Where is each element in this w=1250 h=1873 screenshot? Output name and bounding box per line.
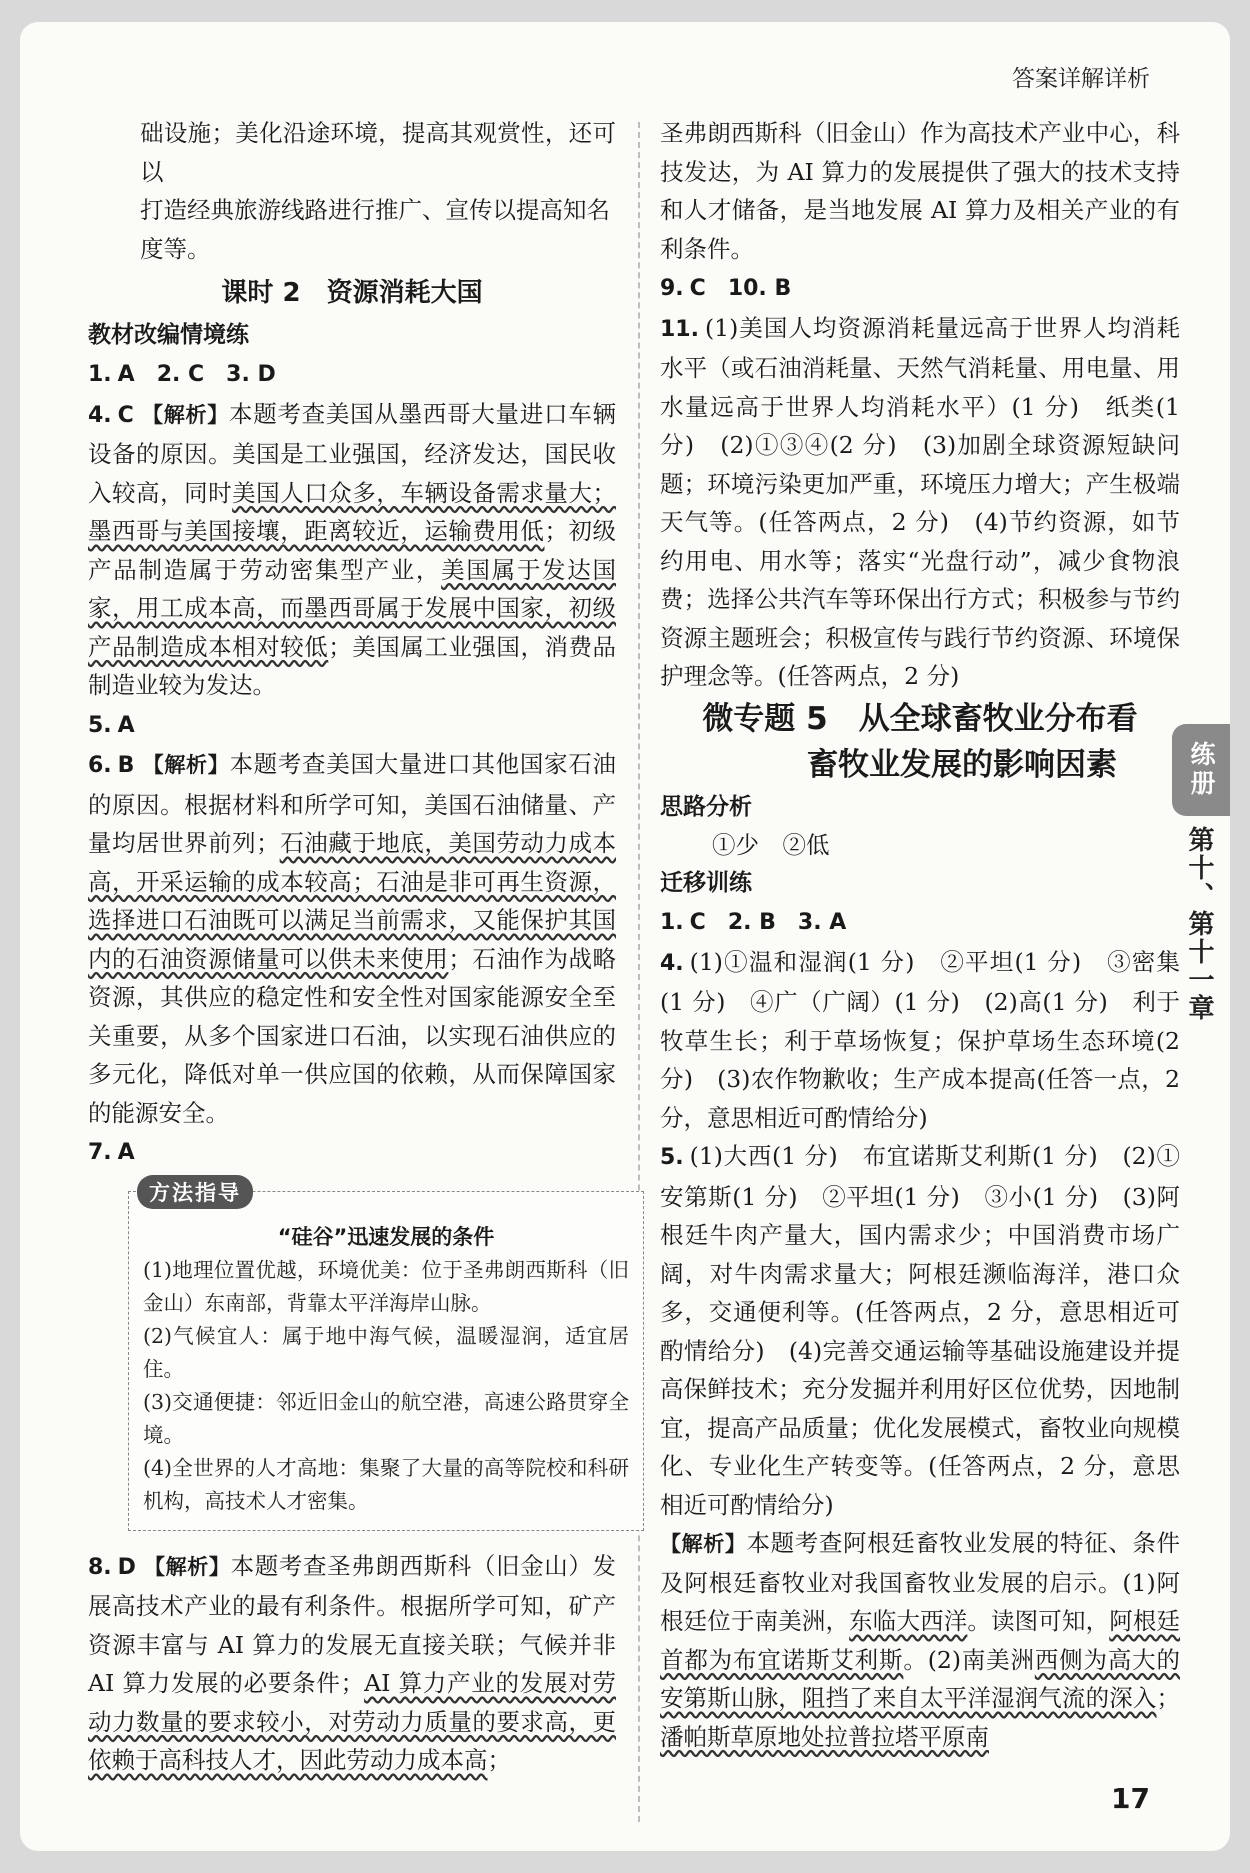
question-number: 6. [88,753,112,778]
question-number: 11. [660,316,699,342]
transfer-question-4 [660,943,1180,1138]
key-point: 石油藏于地底，美国劳动力成本高，开采运输的成本较高；石油是非可再生资源，选择进口石油既可以满足当前需求，又能保护其国内的石油资源储量可以供未来使用 [88,829,617,973]
answer-text: (1)美国人均资源消耗量远高于世界人均消耗水平（或石油消耗量、天然气消耗量、用电量、用水量远高于世界人均消耗水平）(1 分) 纸类(1 分) (2)①③④(2 分) (3)加剧全球资源短缺问题；环境污染更加严重，环境压力增大；产生极端天气等。(任答两点，2 分) (4)节约资源，如节约用电、用水等；落实“光盘行动”，减少食物浪费；选择公共汽车等环保出行方式；积极参与节约资源主题班会；积极宣传与践行节约资源、环境保护理念等。(任答两点，2 分) [660,313,1180,690]
topic-subtitle: 畜牧业发展的影响因素 [807,746,1117,783]
question-number: 4. [88,402,112,428]
key-point: 潘帕斯草原地处拉普拉塔平原南 [660,1722,989,1751]
analysis-text: 本题考查阿根廷畜牧业发展的特征、条件及阿根廷畜牧业对我国畜牧业发展的启示。(1)阿根廷位于南美洲， [660,1529,1181,1635]
left-column [88,114,629,1780]
question-7 [88,1132,616,1173]
analysis-text: 本题考查圣弗朗西斯科（旧金山）发展高技术产业的最有利条件。根据所学可知，矿产资源丰富与 AI 算力的发展无直接关联；气候并非 AI 算力发展的必要条件； [88,1551,616,1697]
section-transfer-title: 迁移训练 [660,870,752,896]
right-column [660,114,1180,1756]
topic-title: 微专题 5 从全球畜牧业分布看 [702,700,1138,737]
analysis-text: ；美国属工业强国，消费品制造业较为发达。 [88,632,617,699]
analysis-text: 本题考查美国从墨西哥大量进口车辆设备的原因。美国是工业强国，经济发达，国民收入较高，同时 [88,399,616,507]
answer-letter: B [117,753,135,778]
analysis-tag: 【解析】 [142,753,230,777]
question-4 [88,395,616,705]
answer-page [20,22,1230,1851]
analysis-text: 本题考查美国大量进口其他国家石油的原因。根据材料和所学可知，美国石油储量、产量均居世界前列； [88,750,616,857]
analysis-text: ；初级产品制造属于劳动密集型产业， [88,517,617,584]
column-divider [638,122,640,1822]
method-guide-item: (4)全世界的人才高地：集聚了大量的高等院校和科研机构，高技术人才密集。 [143,1455,629,1513]
method-guide-item: (3)交通便捷：邻近旧金山的航空港，高速公路贯穿全境。 [143,1389,629,1447]
analysis-tag: 【解析】 [660,1532,747,1556]
key-point: 阿根廷首都为布宜诺斯艾利斯 [660,1607,1181,1674]
analysis-tag: 【解析】 [142,402,229,427]
section-analysis-title: 思路分析 [660,793,752,820]
question-number: 8. [88,1554,112,1580]
answer-letter: C [117,402,134,428]
answer-text: (1)①温和湿润(1 分) ②平坦(1 分) ③密集(1 分) ④广（广阔）(1 分) (2)高(1 分) 利于牧草生长；利于草场恢复；保护草场生态环境(2 分) (3)农作物歉收；生产成本提高(任答一点，2 分，意思相近可酌情给分) [660,947,1180,1132]
analysis-tag: 【解析】 [144,1554,231,1579]
section-title: 教材改编情境练 [88,322,249,348]
question-number: 1. [660,910,684,935]
question-number: 5. [660,1145,684,1170]
transfer-question-5 [660,1137,1180,1524]
intro-paragraph [88,114,616,268]
question-number: 7. [88,1140,112,1165]
answer-text: (1)大西(1 分) 布宜诺斯艾利斯(1 分) (2)①安第斯(1 分) ②平坦(1 分) ③小(1 分) (3)阿根廷牛肉产量大，国内需求少；中国消费市场广阔，对牛肉需求量大；阿根廷濒临海洋，港口众多，交通便利等。(任答两点，2 分，意思相近可酌情给分) (4)完善交通运输等基础设施建设并提高保鲜技术；充分发掘并利用好区位优势，因地制宜，提高产品质量；优化发展模式，畜牧业向规模化、专业化生产转变等。(任答两点，2 分，意思相近可酌情给分) [660,1142,1180,1519]
analysis-text: ； [1156,1684,1180,1712]
question-number: 1. [88,362,112,387]
analysis-text: ；石油作为战略资源，其供应的稳定性和安全性对国家能源安全至关重要，从多个国家进口石油，以实现石油供应的多元化，降低对单一供应国的依赖，从而保障国家的能源安全。 [88,944,617,1127]
method-guide-title: “硅谷”迅速发展的条件 [277,1224,495,1249]
key-point: 东临大西洋 [849,1607,968,1635]
question-number: 4. [660,950,684,976]
answer-text: C 10. B [689,276,792,301]
analysis-answer: ①少 ②低 [712,830,830,859]
question-5 [88,705,616,746]
key-point: 美国属于发达国家，用工成本高，而墨西哥属于发展中国家，初级产品制造成本相对较低 [88,555,617,661]
key-point: 美国人口众多，车辆设备需求量大；墨西哥与美国接壤，距离较近，运输费用低 [88,478,617,545]
lesson-title: 课时 2 资源消耗大国 [221,278,483,308]
side-chapter-label: 第十、第十一章 [1184,826,1214,1022]
header-title: 答案详解详析 [1012,66,1150,92]
answer-text: A 2. C 3. D [117,362,276,387]
intro-line: 打造经典旅游线路进行推广、宣传以提高知名 [140,196,610,224]
key-point: AI 算力产业的发展对劳动力数量的要求较小，对劳动力质量的要求高，更依赖于高科技人才，因此劳动力成本高 [88,1669,616,1774]
question-8 [88,1547,616,1780]
analysis-text: ； [487,1746,511,1774]
answer-letter: A [117,1140,135,1165]
intro-line: 度等。 [140,234,211,263]
answer-letter: D [117,1554,136,1580]
method-guide-box [128,1180,644,1531]
side-tab-workbook: 练册 [1172,724,1230,816]
question-number: 5. [88,712,112,738]
intro-line: 础设施；美化沿途环境，提高其观赏性，还可以 [140,119,616,186]
question-9-10 [660,268,1180,309]
analysis-text: 。读图可知， [967,1607,1110,1635]
question-number: 9. [660,276,684,301]
question-8-continued: 圣弗朗西斯科（旧金山）作为高技术产业中心，科技发达，为 AI 算力的发展提供了强大的技术支持和人才储备，是当地发展 AI 算力及相关产业的有利条件。 [660,119,1180,263]
method-guide-item: (1)地理位置优越，环境优美：位于圣弗朗西斯科（旧金山）东南部，背靠太平洋海岸山脉。 [143,1257,629,1315]
question-6 [88,745,616,1132]
analysis-text: 。(2)南美洲 [903,1645,1035,1674]
key-point: 西侧为高大的安第斯山脉，阻挡了来自太平洋湿润气流的深入 [660,1645,1181,1712]
method-guide-tag: 方法指导 [137,1175,253,1209]
answer-letter: A [117,712,135,738]
transfer-question-5-analysis [660,1524,1180,1756]
question-1-3 [88,354,616,395]
transfer-question-1-3 [660,902,1180,943]
page-number: 17 [1111,1782,1150,1815]
method-guide-item: (2)气候宜人：属于地中海气候，温暖湿润，适宜居住。 [143,1323,629,1381]
answer-text: C 2. B 3. A [689,910,847,935]
question-11 [660,309,1180,696]
